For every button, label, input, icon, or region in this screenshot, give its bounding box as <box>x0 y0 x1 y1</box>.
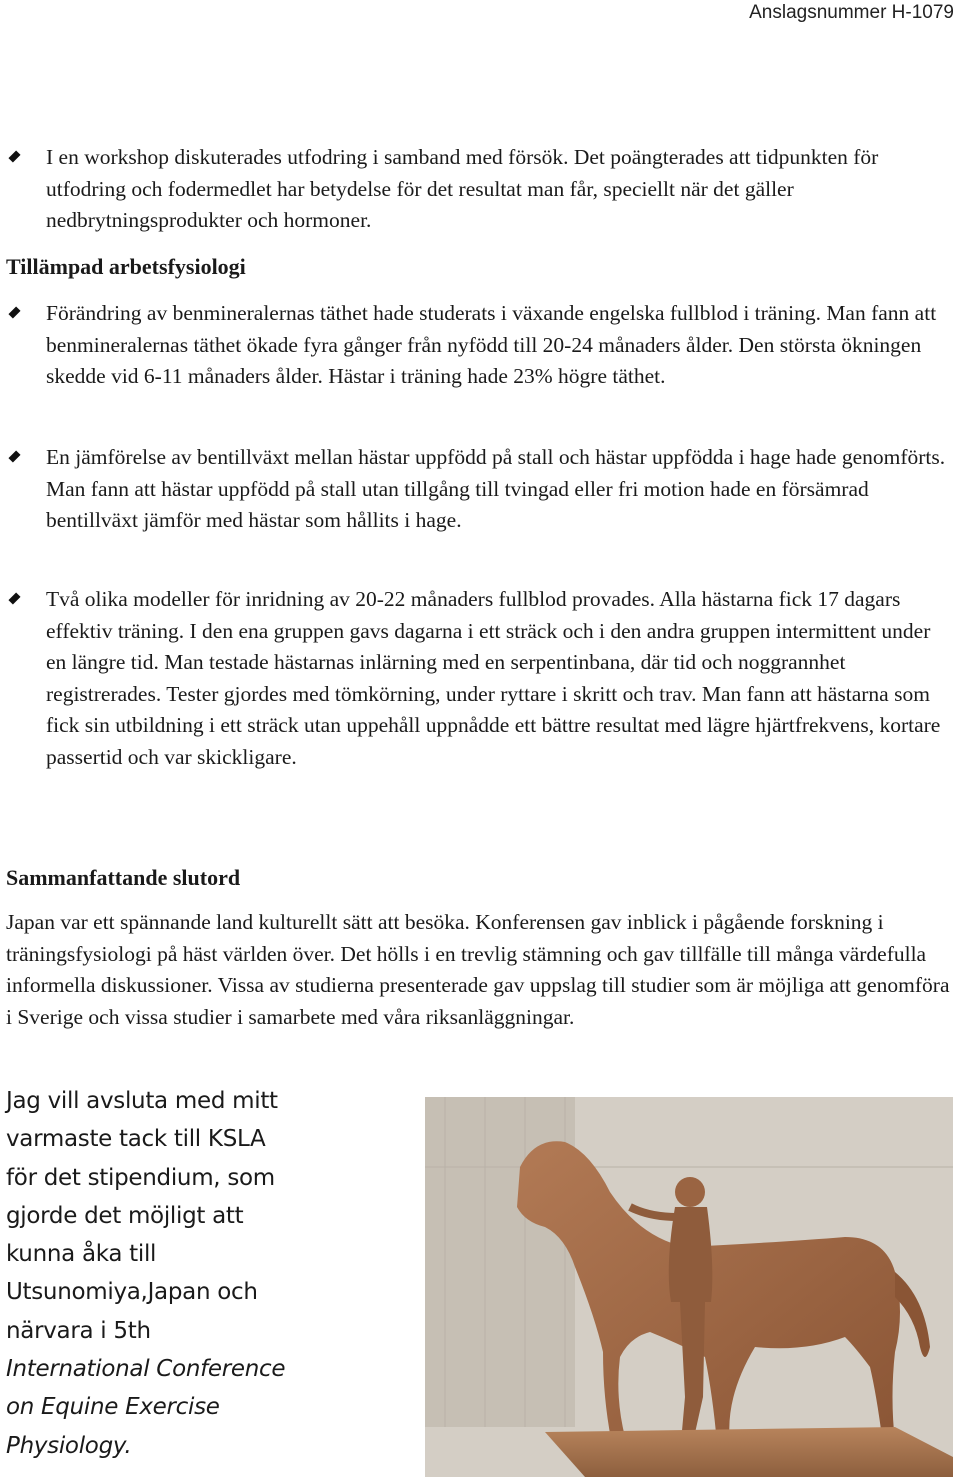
thanks-line: gjorde det möjligt att <box>6 1202 244 1229</box>
thanks-line-italic: International Conference <box>6 1356 286 1383</box>
bullet-paragraph: Förändring av benmineralernas täthet hade studerats i växande engelska fullblod i träning. Man fann att benmineralernas täthet ökade fyra gånger från nyfödd till 20-24 månaders ålder. Den största ökningen skedde vid 6-11 månaders ålder. Hästar i träning hade 23% högre täthet. <box>46 301 937 388</box>
thanks-line-italic: Physiology. <box>6 1432 132 1459</box>
thanks-line: för det stipendium, som <box>6 1164 275 1191</box>
thanks-line: kunna åka till <box>6 1241 157 1268</box>
bullet-icon <box>8 152 22 166</box>
thanks-note <box>6 1082 406 1465</box>
thanks-line: närvara i 5th <box>6 1317 151 1344</box>
thanks-line: Utsunomiya,Japan och <box>6 1279 258 1306</box>
bullet-paragraph: I en workshop diskuterades utfodring i samband med försök. Det poängterades att tidpunkten för utfodring och fodermedlet har betydelse för det resultat man får, speciellt när det gäller nedbrytningsprodukter och hormoner. <box>46 145 879 232</box>
horse-sculpture-photo <box>425 1097 953 1477</box>
section-heading-applied: Tillämpad arbetsfysiologi <box>6 254 246 279</box>
document-reference: Anslagsnummer H-1079 <box>749 2 954 23</box>
summary-paragraph: Japan var ett spännande land kulturellt sätt att besöka. Konferensen gav inblick i pågående forskning i träningsfysiologi på häst världen över. Det hölls i en trevlig stämning och gav tillfälle till många värdefulla informella diskussioner. Vissa av studierna presenterade gav uppslag till studier som är möjliga att genomföra i Sverige och vissa studier i samarbete med våra riksanläggningar. <box>6 910 950 1029</box>
thanks-line: Jag vill avsluta med mitt <box>6 1088 278 1114</box>
bullet-paragraph: En jämförelse av bentillväxt mellan hästar uppfödd på stall och hästar uppfödda i hage hade genomförts. Man fann att hästar uppfödd på stall utan tillgång till tvingad eller fri motion hade en försämrad bentillväxt jämför med hästar som hållits i hage. <box>46 445 946 532</box>
bullet-icon <box>8 308 22 322</box>
section-heading-summary: Sammanfattande slutord <box>6 865 241 890</box>
horse-sculpture-image <box>425 1097 953 1477</box>
bullet-paragraph: Två olika modeller för inridning av 20-22 månaders fullblod provades. Alla hästarna fick 17 dagars effektiv träning. I den ena gruppen gavs dagarna i ett sträck och i den andra gruppen intermittent under en längre tid. Man testade hästarnas inlärning med en serpentinbana, där tid och noggrannhet registrerades. Tester gjordes med tömkörning, under ryttare i skritt och trav. Man fann att hästarna som fick sin utbildning i ett sträck utan uppehåll uppnådde ett bättre resultat med lägre hjärtfrekvens, kortare passertid och var skickligare. <box>46 587 941 769</box>
bullet-icon <box>8 594 22 608</box>
bullet-icon <box>8 452 22 466</box>
thanks-line: varmaste tack till KSLA <box>6 1126 266 1153</box>
thanks-line-italic: on Equine Exercise <box>6 1394 220 1421</box>
